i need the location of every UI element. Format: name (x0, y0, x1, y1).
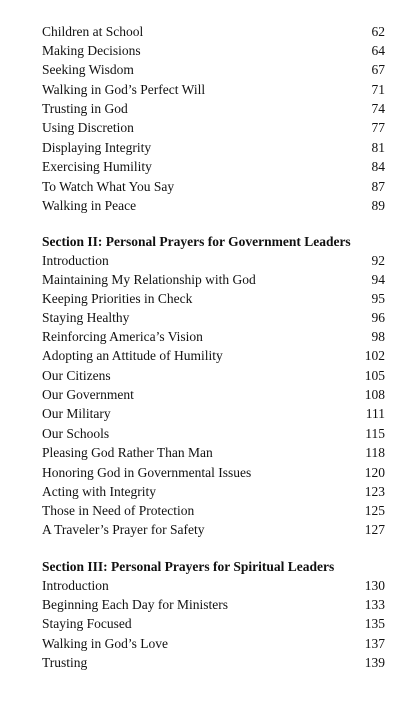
toc-entry-title: Our Citizens (42, 368, 111, 383)
toc-entry[interactable] (42, 346, 385, 365)
toc-entry-page: 77 (371, 120, 385, 135)
toc-entry-title: Those in Need of Protection (42, 503, 195, 518)
toc-entry-page: 125 (364, 503, 385, 518)
toc-entry-page: 108 (364, 387, 385, 402)
toc-entry[interactable] (42, 196, 385, 215)
toc-entry-title: Introduction (42, 578, 109, 593)
toc-entry-page: 98 (371, 329, 385, 344)
toc-entry-title: Keeping Priorities in Check (42, 291, 193, 306)
toc-entry-title: A Traveler’s Prayer for Safety (42, 522, 205, 537)
toc-entry[interactable] (42, 634, 385, 653)
toc-entry[interactable] (42, 251, 385, 270)
toc-entry-page: 115 (365, 426, 385, 441)
toc-entry-page: 71 (371, 82, 385, 97)
toc-entry-title: Trusting (42, 655, 88, 670)
toc-entry-page: 87 (371, 179, 385, 194)
toc-entry-page: 123 (364, 484, 385, 499)
toc-entry[interactable] (42, 270, 385, 289)
toc-entry[interactable] (42, 80, 385, 99)
toc-entry-page: 92 (371, 253, 385, 268)
toc-entry[interactable] (42, 653, 385, 672)
toc-entry[interactable] (42, 118, 385, 137)
toc-entry-page: 102 (364, 348, 385, 363)
toc-entry-page: 130 (364, 578, 385, 593)
toc-entry-page: 74 (371, 101, 385, 116)
toc-entry-page: 81 (371, 140, 385, 155)
toc-entry[interactable] (42, 289, 385, 308)
toc-entry-page: 133 (364, 597, 385, 612)
toc-entry-page: 111 (365, 406, 385, 421)
toc-entry-title: Reinforcing America’s Vision (42, 329, 203, 344)
toc-entry-title: Our Government (42, 387, 134, 402)
toc-entry-page: 120 (364, 465, 385, 480)
section-heading: Section II: Personal Prayers for Government Leaders (42, 234, 351, 249)
toc-entry-title: Staying Focused (42, 616, 132, 631)
toc-entry-title: Seeking Wisdom (42, 62, 134, 77)
toc-entry[interactable] (42, 463, 385, 482)
toc-entry-page: 95 (371, 291, 385, 306)
toc-entry-title: Maintaining My Relationship with God (42, 272, 256, 287)
toc-entry-title: To Watch What You Say (42, 179, 175, 194)
toc-entry-page: 94 (371, 272, 385, 287)
toc-entry-title: Staying Healthy (42, 310, 130, 325)
toc-entry[interactable] (42, 157, 385, 176)
toc-entry[interactable] (42, 595, 385, 614)
toc-entry[interactable] (42, 520, 385, 539)
toc-entry[interactable] (42, 576, 385, 595)
toc-entry-page: 67 (371, 62, 385, 77)
toc-entry-page: 64 (371, 43, 385, 58)
toc-entry-title: Walking in Peace (42, 198, 137, 213)
toc-entry-page: 105 (364, 368, 385, 383)
toc-entry-title: Trusting in God (42, 101, 128, 116)
toc-entry[interactable] (42, 366, 385, 385)
toc-entry-page: 118 (365, 445, 385, 460)
toc-entry-title: Pleasing God Rather Than Man (42, 445, 213, 460)
toc-entry[interactable] (42, 308, 385, 327)
toc-entry-title: Children at School (42, 24, 144, 39)
toc-entry-title: Exercising Humility (42, 159, 152, 174)
toc-entry-page: 135 (364, 616, 385, 631)
toc-entry-page: 137 (364, 636, 385, 651)
toc-entry[interactable] (42, 482, 385, 501)
toc-entry-title: Walking in God’s Perfect Will (42, 82, 206, 97)
toc-entry-title: Acting with Integrity (42, 484, 156, 499)
toc-entry[interactable] (42, 22, 385, 41)
toc-entry-page: 89 (371, 198, 385, 213)
toc-entry[interactable] (42, 424, 385, 443)
toc-entry-title: Using Discretion (42, 120, 134, 135)
toc-entry-title: Our Schools (42, 426, 110, 441)
toc-entry-title: Introduction (42, 253, 109, 268)
toc-entry-title: Displaying Integrity (42, 140, 152, 155)
section-heading: Section III: Personal Prayers for Spiritual Leaders (42, 559, 335, 574)
toc-entry-page: 62 (371, 24, 385, 39)
toc-entry-title: Making Decisions (42, 43, 141, 58)
toc-entry[interactable] (42, 327, 385, 346)
toc-entry-page: 139 (364, 655, 385, 670)
toc-entry[interactable] (42, 443, 385, 462)
toc-entry-title: Walking in God’s Love (42, 636, 169, 651)
toc-entry[interactable] (42, 614, 385, 633)
toc-entry[interactable] (42, 385, 385, 404)
toc-entry[interactable] (42, 177, 385, 196)
toc-entry-title: Adopting an Attitude of Humility (42, 348, 223, 363)
toc-entry-title: Our Military (42, 406, 111, 421)
toc-entry-page: 84 (371, 159, 385, 174)
toc-entry[interactable] (42, 60, 385, 79)
toc-entry-title: Beginning Each Day for Ministers (42, 597, 228, 612)
toc-entry[interactable] (42, 404, 385, 423)
toc-entry[interactable] (42, 138, 385, 157)
toc-entry[interactable] (42, 501, 385, 520)
toc-entry-page: 127 (364, 522, 385, 537)
toc-entry[interactable] (42, 99, 385, 118)
toc-entry-page: 96 (371, 310, 385, 325)
toc-entry[interactable] (42, 41, 385, 60)
toc-entry-title: Honoring God in Governmental Issues (42, 465, 252, 480)
